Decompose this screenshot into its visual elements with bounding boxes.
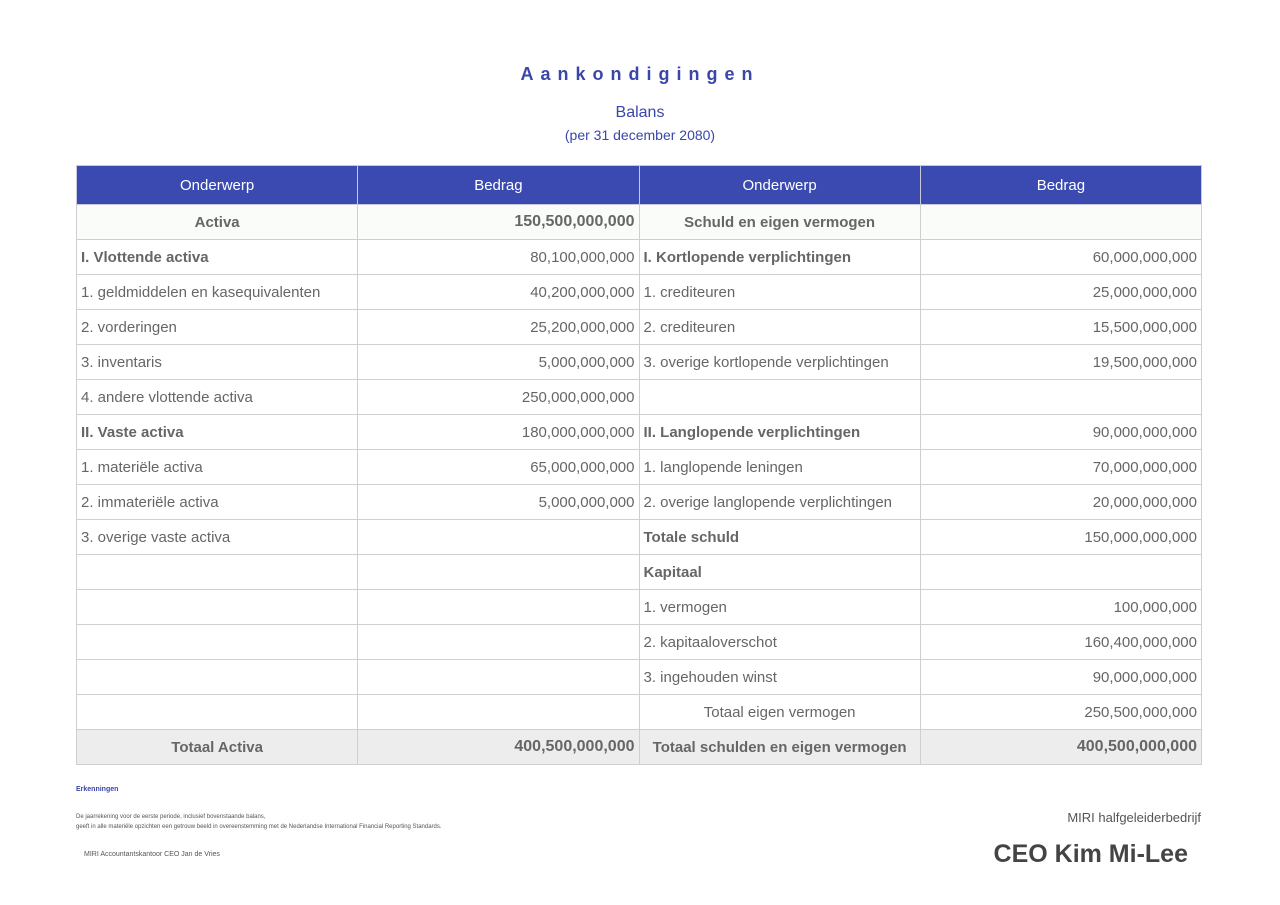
acknowledgements-line: De jaarrekening voor de eerste periode, inclusief bovenstaande balans,: [76, 814, 266, 820]
company-name: MIRI halfgeleiderbedrijf: [1067, 810, 1201, 825]
ceo-signature: CEO Kim Mi-Lee: [993, 840, 1188, 868]
table-row: [77, 520, 1202, 555]
table-cell: [358, 660, 639, 695]
table-cell: 65,000,000,000: [358, 450, 639, 485]
table-cell: 1. crediteuren: [639, 275, 920, 310]
table-cell: 90,000,000,000: [920, 660, 1201, 695]
table-cell: 250,000,000,000: [358, 380, 639, 415]
table-cell: 20,000,000,000: [920, 485, 1201, 520]
total-amount-left: 400,500,000,000: [358, 730, 639, 765]
table-cell: 25,000,000,000: [920, 275, 1201, 310]
table-cell: 3. overige kortlopende verplichtingen: [639, 345, 920, 380]
table-row: [77, 345, 1202, 380]
table-cell: 40,200,000,000: [358, 275, 639, 310]
table-cell: 1. materiële activa: [77, 450, 358, 485]
table-cell: 4. andere vlottende activa: [77, 380, 358, 415]
table-cell: [77, 625, 358, 660]
table-cell: Totaal eigen vermogen: [639, 695, 920, 730]
acknowledgements-title: Erkenningen: [76, 786, 119, 793]
table-cell: 15,500,000,000: [920, 310, 1201, 345]
table-cell: [358, 555, 639, 590]
column-header-amount-right: Bedrag: [920, 166, 1201, 205]
table-cell: [77, 590, 358, 625]
table-cell: 5,000,000,000: [358, 485, 639, 520]
table-cell: Kapitaal: [639, 555, 920, 590]
table-cell: 150,000,000,000: [920, 520, 1201, 555]
document-subtitle: Balans: [615, 104, 665, 121]
table-cell: 3. inventaris: [77, 345, 358, 380]
table-cell: 2. overige langlopende verplichtingen: [639, 485, 920, 520]
table-cell: [77, 695, 358, 730]
table-row: [77, 695, 1202, 730]
acknowledgements-line: geeft in alle materiële opzichten een getrouw beeld in overeenstemming met de Nederlandse International Financial Reporting Standards.: [76, 824, 442, 830]
table-cell: 60,000,000,000: [920, 240, 1201, 275]
column-header-subject-left: Onderwerp: [77, 166, 358, 205]
table-cell: 1. vermogen: [639, 590, 920, 625]
table-cell: 3. overige vaste activa: [77, 520, 358, 555]
table-cell: 100,000,000: [920, 590, 1201, 625]
table-cell: Schuld en eigen vermogen: [639, 205, 920, 240]
table-cell: Activa: [77, 205, 358, 240]
table-cell: I. Kortlopende verplichtingen: [639, 240, 920, 275]
table-cell: 70,000,000,000: [920, 450, 1201, 485]
table-row: [77, 660, 1202, 695]
total-row: [77, 730, 1202, 765]
table-cell: 5,000,000,000: [358, 345, 639, 380]
total-label-right: Totaal schulden en eigen vermogen: [639, 730, 920, 765]
table-row: [77, 205, 1202, 240]
table-cell: [358, 625, 639, 660]
table-row: [77, 625, 1202, 660]
table-cell: 3. ingehouden winst: [639, 660, 920, 695]
table-cell: 250,500,000,000: [920, 695, 1201, 730]
total-label-left: Totaal Activa: [77, 730, 358, 765]
table-row: [77, 590, 1202, 625]
table-cell: [77, 660, 358, 695]
table-cell: 160,400,000,000: [920, 625, 1201, 660]
table-cell: 2. immateriële activa: [77, 485, 358, 520]
table-row: [77, 415, 1202, 450]
table-row: [77, 450, 1202, 485]
table-cell: 1. langlopende leningen: [639, 450, 920, 485]
table-cell: II. Langlopende verplichtingen: [639, 415, 920, 450]
table-cell: [920, 205, 1201, 240]
page-title: Aankondigingen: [520, 64, 760, 84]
table-cell: 2. kapitaaloverschot: [639, 625, 920, 660]
table-cell: [920, 555, 1201, 590]
table-cell: II. Vaste activa: [77, 415, 358, 450]
table-row: [77, 275, 1202, 310]
table-cell: 25,200,000,000: [358, 310, 639, 345]
table-cell: 90,000,000,000: [920, 415, 1201, 450]
table-cell: [639, 380, 920, 415]
table-cell: [358, 520, 639, 555]
balance-table: [76, 165, 1202, 765]
table-cell: 150,500,000,000: [358, 205, 639, 240]
table-row: [77, 485, 1202, 520]
table-cell: [920, 380, 1201, 415]
table-cell: 19,500,000,000: [920, 345, 1201, 380]
table-cell: [358, 695, 639, 730]
document-date: (per 31 december 2080): [564, 127, 716, 143]
acknowledgements-text: [76, 812, 442, 832]
accountant-signature: MIRI Accountantskantoor CEO Jan de Vries: [84, 851, 220, 858]
table-row: [77, 555, 1202, 590]
table-cell: I. Vlottende activa: [77, 240, 358, 275]
table-cell: 180,000,000,000: [358, 415, 639, 450]
table-cell: 1. geldmiddelen en kasequivalenten: [77, 275, 358, 310]
table-cell: Totale schuld: [639, 520, 920, 555]
table-row: [77, 240, 1202, 275]
total-amount-right: 400,500,000,000: [920, 730, 1201, 765]
table-cell: 2. vorderingen: [77, 310, 358, 345]
table-row: [77, 380, 1202, 415]
table-cell: 2. crediteuren: [639, 310, 920, 345]
table-row: [77, 310, 1202, 345]
table-cell: 80,100,000,000: [358, 240, 639, 275]
table-header-row: [77, 166, 1202, 205]
table-cell: [77, 555, 358, 590]
column-header-subject-right: Onderwerp: [639, 166, 920, 205]
column-header-amount-left: Bedrag: [358, 166, 639, 205]
table-cell: [358, 590, 639, 625]
